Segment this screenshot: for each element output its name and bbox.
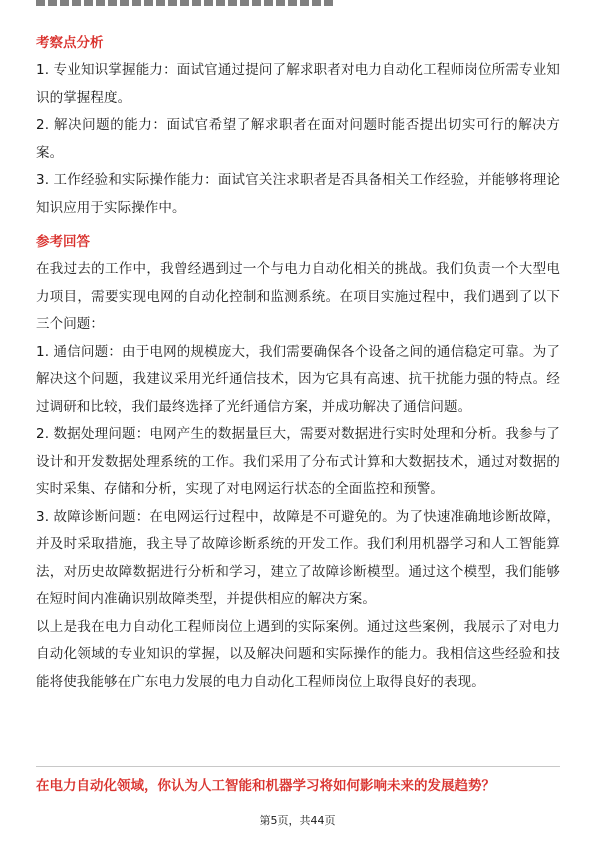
main-content (36, 32, 560, 696)
section-divider (36, 766, 560, 767)
cutoff-previous-line (36, 0, 336, 6)
analysis-heading: 考察点分析 (36, 35, 104, 51)
analysis-item-1: 1. 专业知识掌握能力：面试官通过提问了解求职者对电力自动化工程师岗位所需专业知识的掌握程度。 (36, 62, 560, 106)
page-number: 第5页，共44页 (259, 814, 336, 827)
answer-item-1: 1. 通信问题：由于电网的规模庞大，我们需要确保各个设备之间的通信稳定可靠。为了解决这个问题，我建议采用光纤通信技术，因为它具有高速、抗干扰能力强的特点。经过调研和比较，我们最终选择了光纤通信方案，并成功解决了通信问题。 (36, 343, 560, 415)
answer-conclusion: 以上是我在电力自动化工程师岗位上遇到的实际案例。通过这些案例，我展示了对电力自动化领域的专业知识的掌握，以及解决问题和实际操作的能力。我相信这些经验和技能将使我能够在广东电力发展的电力自动化工程师岗位上取得良好的表现。 (36, 618, 560, 690)
answer-item-3: 3. 故障诊断问题：在电网运行过程中，故障是不可避免的。为了快速准确地诊断故障，并及时采取措施，我主导了故障诊断系统的开发工作。我们利用机器学习和人工智能算法，对历史故障数据进行分析和学习，建立了故障诊断模型。通过这个模型，我们能够在短时间内准确识别故障类型，并提供相应的解决方案。 (36, 508, 560, 607)
analysis-item-2: 2. 解决问题的能力：面试官希望了解求职者在面对问题时能否提出切实可行的解决方案。 (36, 117, 560, 161)
answer-heading: 参考回答 (36, 234, 90, 250)
answer-item-2: 2. 数据处理问题：电网产生的数据量巨大，需要对数据进行实时处理和分析。我参与了设计和开发数据处理系统的工作。我们采用了分布式计算和大数据技术，通过对数据的实时采集、存储和分析，实现了对电网运行状态的全面监控和预警。 (36, 426, 560, 497)
next-question: 在电力自动化领域，你认为人工智能和机器学习将如何影响未来的发展趋势？ (36, 778, 495, 794)
analysis-item-3: 3. 工作经验和实际操作能力：面试官关注求职者是否具备相关工作经验，并能够将理论知识应用于实际操作中。 (36, 172, 560, 216)
answer-intro: 在我过去的工作中，我曾经遇到过一个与电力自动化相关的挑战。我们负责一个大型电力项目，需要实现电网的自动化控制和监测系统。在项目实施过程中，我们遇到了以下三个问题： (36, 261, 560, 332)
